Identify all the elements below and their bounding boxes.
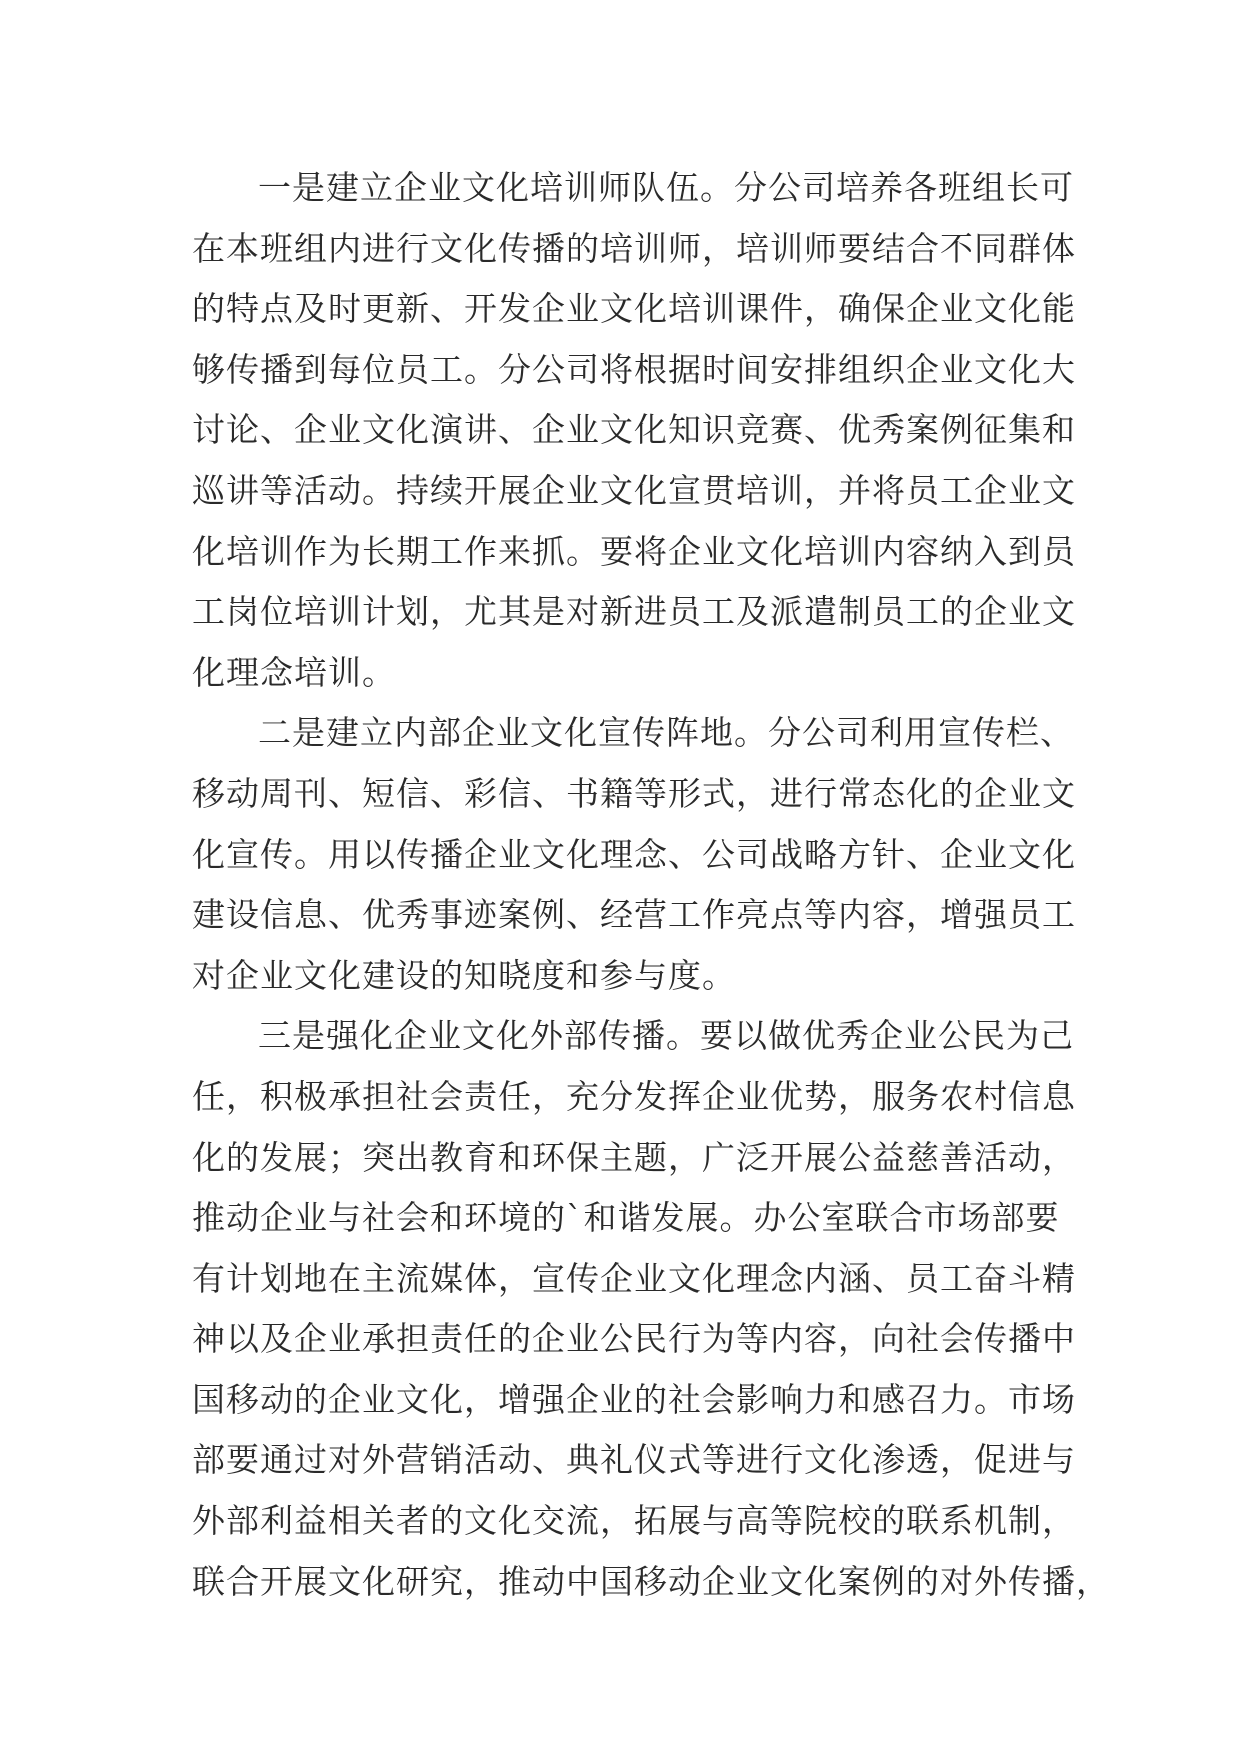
- text-line: 巡讲等活动。持续开展企业文化宣贯培训，并将员工企业文: [192, 470, 1076, 510]
- text-line: 化培训作为长期工作来抓。要将企业文化培训内容纳入到员: [192, 531, 1076, 571]
- text-line: 对企业文化建设的知晓度和参与度。: [192, 955, 736, 995]
- text-line: 外部利益相关者的文化交流，拓展与高等院校的联系机制，: [192, 1501, 1076, 1541]
- text-line: 讨论、企业文化演讲、企业文化知识竞赛、优秀案例征集和: [192, 410, 1076, 450]
- text-line: 够传播到每位员工。分公司将根据时间安排组织企业文化大: [192, 349, 1076, 389]
- document-body: [192, 158, 1110, 1612]
- text-line: 化理念培训。: [192, 652, 396, 692]
- text-line: 部要通过对外营销活动、典礼仪式等进行文化渗透，促进与: [192, 1440, 1076, 1480]
- text-line: 三是强化企业文化外部传播。要以做优秀企业公民为己: [258, 1016, 1074, 1056]
- text-line: 移动周刊、短信、彩信、书籍等形式，进行常态化的企业文: [192, 773, 1076, 813]
- text-line: 化宣传。用以传播企业文化理念、公司战略方针、企业文化: [192, 834, 1076, 874]
- text-line: 一是建立企业文化培训师队伍。分公司培养各班组长可: [258, 168, 1074, 207]
- text-line: 联合开展文化研究，推动中国移动企业文化案例的对外传播，: [192, 1561, 1110, 1601]
- text-line: 任，积极承担社会责任，充分发挥企业优势，服务农村信息: [192, 1076, 1076, 1116]
- text-line: 在本班组内进行文化传播的培训师，培训师要结合不同群体: [192, 228, 1076, 268]
- text-line: 推动企业与社会和环境的`和谐发展。办公室联合市场部要: [192, 1198, 1060, 1238]
- text-line: 工岗位培训计划，尤其是对新进员工及派遣制员工的企业文: [192, 592, 1076, 632]
- text-line: 的特点及时更新、开发企业文化培训课件，确保企业文化能: [192, 289, 1076, 329]
- text-line: 有计划地在主流媒体，宣传企业文化理念内涵、员工奋斗精: [192, 1258, 1076, 1298]
- text-line: 二是建立内部企业文化宣传阵地。分公司利用宣传栏、: [258, 713, 1074, 753]
- text-line: 神以及企业承担责任的企业公民行为等内容，向社会传播中: [192, 1319, 1076, 1359]
- text-line: 化的发展；突出教育和环保主题，广泛开展公益慈善活动，: [192, 1137, 1076, 1177]
- text-line: 建设信息、优秀事迹案例、经营工作亮点等内容，增强员工: [192, 895, 1076, 935]
- text-line: 国移动的企业文化，增强企业的社会影响力和感召力。市场: [192, 1379, 1076, 1419]
